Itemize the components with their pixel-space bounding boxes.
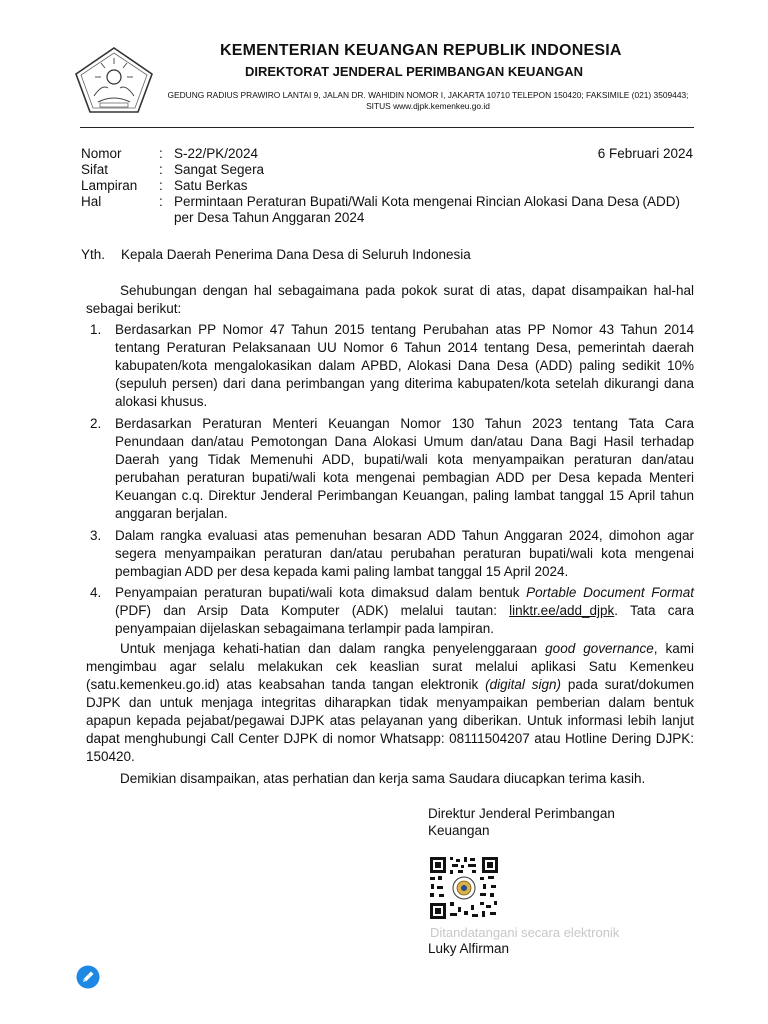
addressee-value: Kepala Daerah Penerima Dana Desa di Seluruh Indonesia (121, 247, 471, 262)
nomor-value: S-22/PK/2024 (174, 146, 259, 161)
qr-code-icon[interactable] (428, 855, 500, 921)
hal-value: Permintaan Peraturan Bupati/Wali Kota mengenai Rincian Alokasi Dana Desa (ADD) per Desa Tahun Anggaran 2024 (174, 194, 680, 225)
hal-label: Hal (81, 194, 102, 209)
nomor-label: Nomor (81, 146, 122, 161)
addressee-label: Yth. (81, 247, 106, 262)
item-number: 1. (90, 322, 102, 337)
ministry-name: KEMENTERIAN KEUANGAN REPUBLIK INDONESIA (220, 42, 622, 59)
letterhead-address: GEDUNG RADIUS PRAWIRO LANTAI 9, JALAN DR. WAHIDIN NOMOR I, JAKARTA 10710 TELEPON 150420; FAKSIMILE (021) 3509443; SITUS www.djpk.kemenkeu.go.id (167, 90, 689, 111)
signatory-title-line1: Direktur Jenderal Perimbangan (428, 806, 615, 821)
digital-sign-emphasis: (digital sign) (485, 677, 561, 692)
sifat-colon: : (159, 162, 163, 177)
governance-text-c: pada surat/dokumen DJPK dan untuk menjaga integritas diharapkan tidak menyampaikan pemberian dalam bentuk apapun kepada pejabat/pegawai DJPK atas pelayanan yang diberikan. Untuk informasi lebih lanjut dapat menghubungi Call Center DJPK di nomor Whatsapp: 08111504207 atau Hotline Dering DJPK: 150420. (86, 677, 695, 764)
nomor-colon: : (159, 146, 163, 161)
intro-paragraph: Sehubungan dengan hal sebagaimana pada pokok surat di atas, dapat disampaikan hal-hal sebagai berikut: (86, 283, 694, 316)
item4-text-post: . Tata cara penyampaian dijelaskan sebagaimana terlampir pada lampiran. (115, 603, 694, 636)
signatory-name: Luky Alfirman (428, 941, 510, 956)
list-item: Berdasarkan Peraturan Menteri Keuangan Nomor 130 Tahun 2023 tentang Tata Cara Penundaan dan/atau Pemotongan Dana Alokasi Umum dan/atau Dana Bagi Hasil terhadap Daerah yang Tidak Memenuhi ADD, bupati/wali kota menyampaikan peraturan dan/atau perubahan peraturan bupati/wali kota mengenai pembagian ADD per Desa kepada Menteri Keuangan c.q. Direktur Jenderal Perimbangan Keuangan, paling lambat tanggal 15 April tahun anggaran berjalan. (115, 416, 694, 521)
lampiran-colon: : (159, 178, 163, 193)
item4-emphasis: Portable Document Format (526, 585, 694, 600)
letterhead-divider (80, 127, 694, 128)
signatory-title-line2: Keuangan (428, 823, 490, 838)
governance-text-b: , kami mengimbau agar selalu melakukan cek keaslian surat melalui aplikasi Satu Kemenkeu (satu.kemenkeu.go.id) atas keabsahan tanda tangan elektronik (86, 641, 694, 692)
governance-emphasis: good governance (545, 641, 654, 656)
governance-text-a: Untuk menjaga kehati-hatian dan dalam rangka penyelenggaraan (120, 641, 546, 656)
hal-colon: : (159, 194, 163, 209)
lampiran-value: Satu Berkas (174, 178, 248, 193)
sifat-label: Sifat (81, 162, 109, 177)
list-item (115, 584, 694, 638)
letter-date: 6 Februari 2024 (597, 146, 693, 161)
submission-link[interactable]: linktr.ee/add_djpk (509, 603, 615, 618)
item-number: 3. (90, 528, 102, 543)
lampiran-label: Lampiran (81, 178, 138, 193)
item4-text-pre: Penyampaian peraturan bupati/wali kota dimaksud dalam bentuk (115, 585, 527, 600)
item-number: 2. (90, 416, 102, 431)
list-item: Berdasarkan PP Nomor 47 Tahun 2015 tentang Perubahan atas PP Nomor 43 Tahun 2014 tentang Peraturan Pelaksanaan UU Nomor 6 Tahun 2014 tentang Desa, pemerintah daerah kabupaten/kota mengalokasikan dalam APBD, Alokasi Dana Desa (ADD) paling sedikit 10% (sepuluh persen) dari dana perimbangan yang diterima kabupaten/kota setelah dikurangi dana alokasi khusus. (115, 322, 694, 409)
governance-paragraph (86, 640, 694, 766)
sifat-value: Sangat Segera (174, 162, 265, 177)
electronic-signature-note: Ditandatangani secara elektronik (430, 925, 620, 940)
directorate-name: DIREKTORAT JENDERAL PERIMBANGAN KEUANGAN (245, 64, 584, 79)
pen-badge-icon[interactable] (76, 965, 100, 989)
list-item: Dalam rangka evaluasi atas pemenuhan besaran ADD Tahun Anggaran 2024, dimohon agar segera menyampaikan peraturan dan/atau perubahan peraturan bupati/wali kota mengenai pembagian ADD per desa kepada kami paling lambat tanggal 15 April 2024. (115, 528, 694, 579)
item-number: 4. (90, 585, 102, 600)
ministry-emblem-icon (72, 44, 156, 116)
item4-text-mid: (PDF) dan Arsip Data Komputer (ADK) melalui tautan: (115, 603, 510, 618)
closing-paragraph: Demikian disampaikan, atas perhatian dan kerja sama Saudara diucapkan terima kasih. (120, 771, 646, 786)
